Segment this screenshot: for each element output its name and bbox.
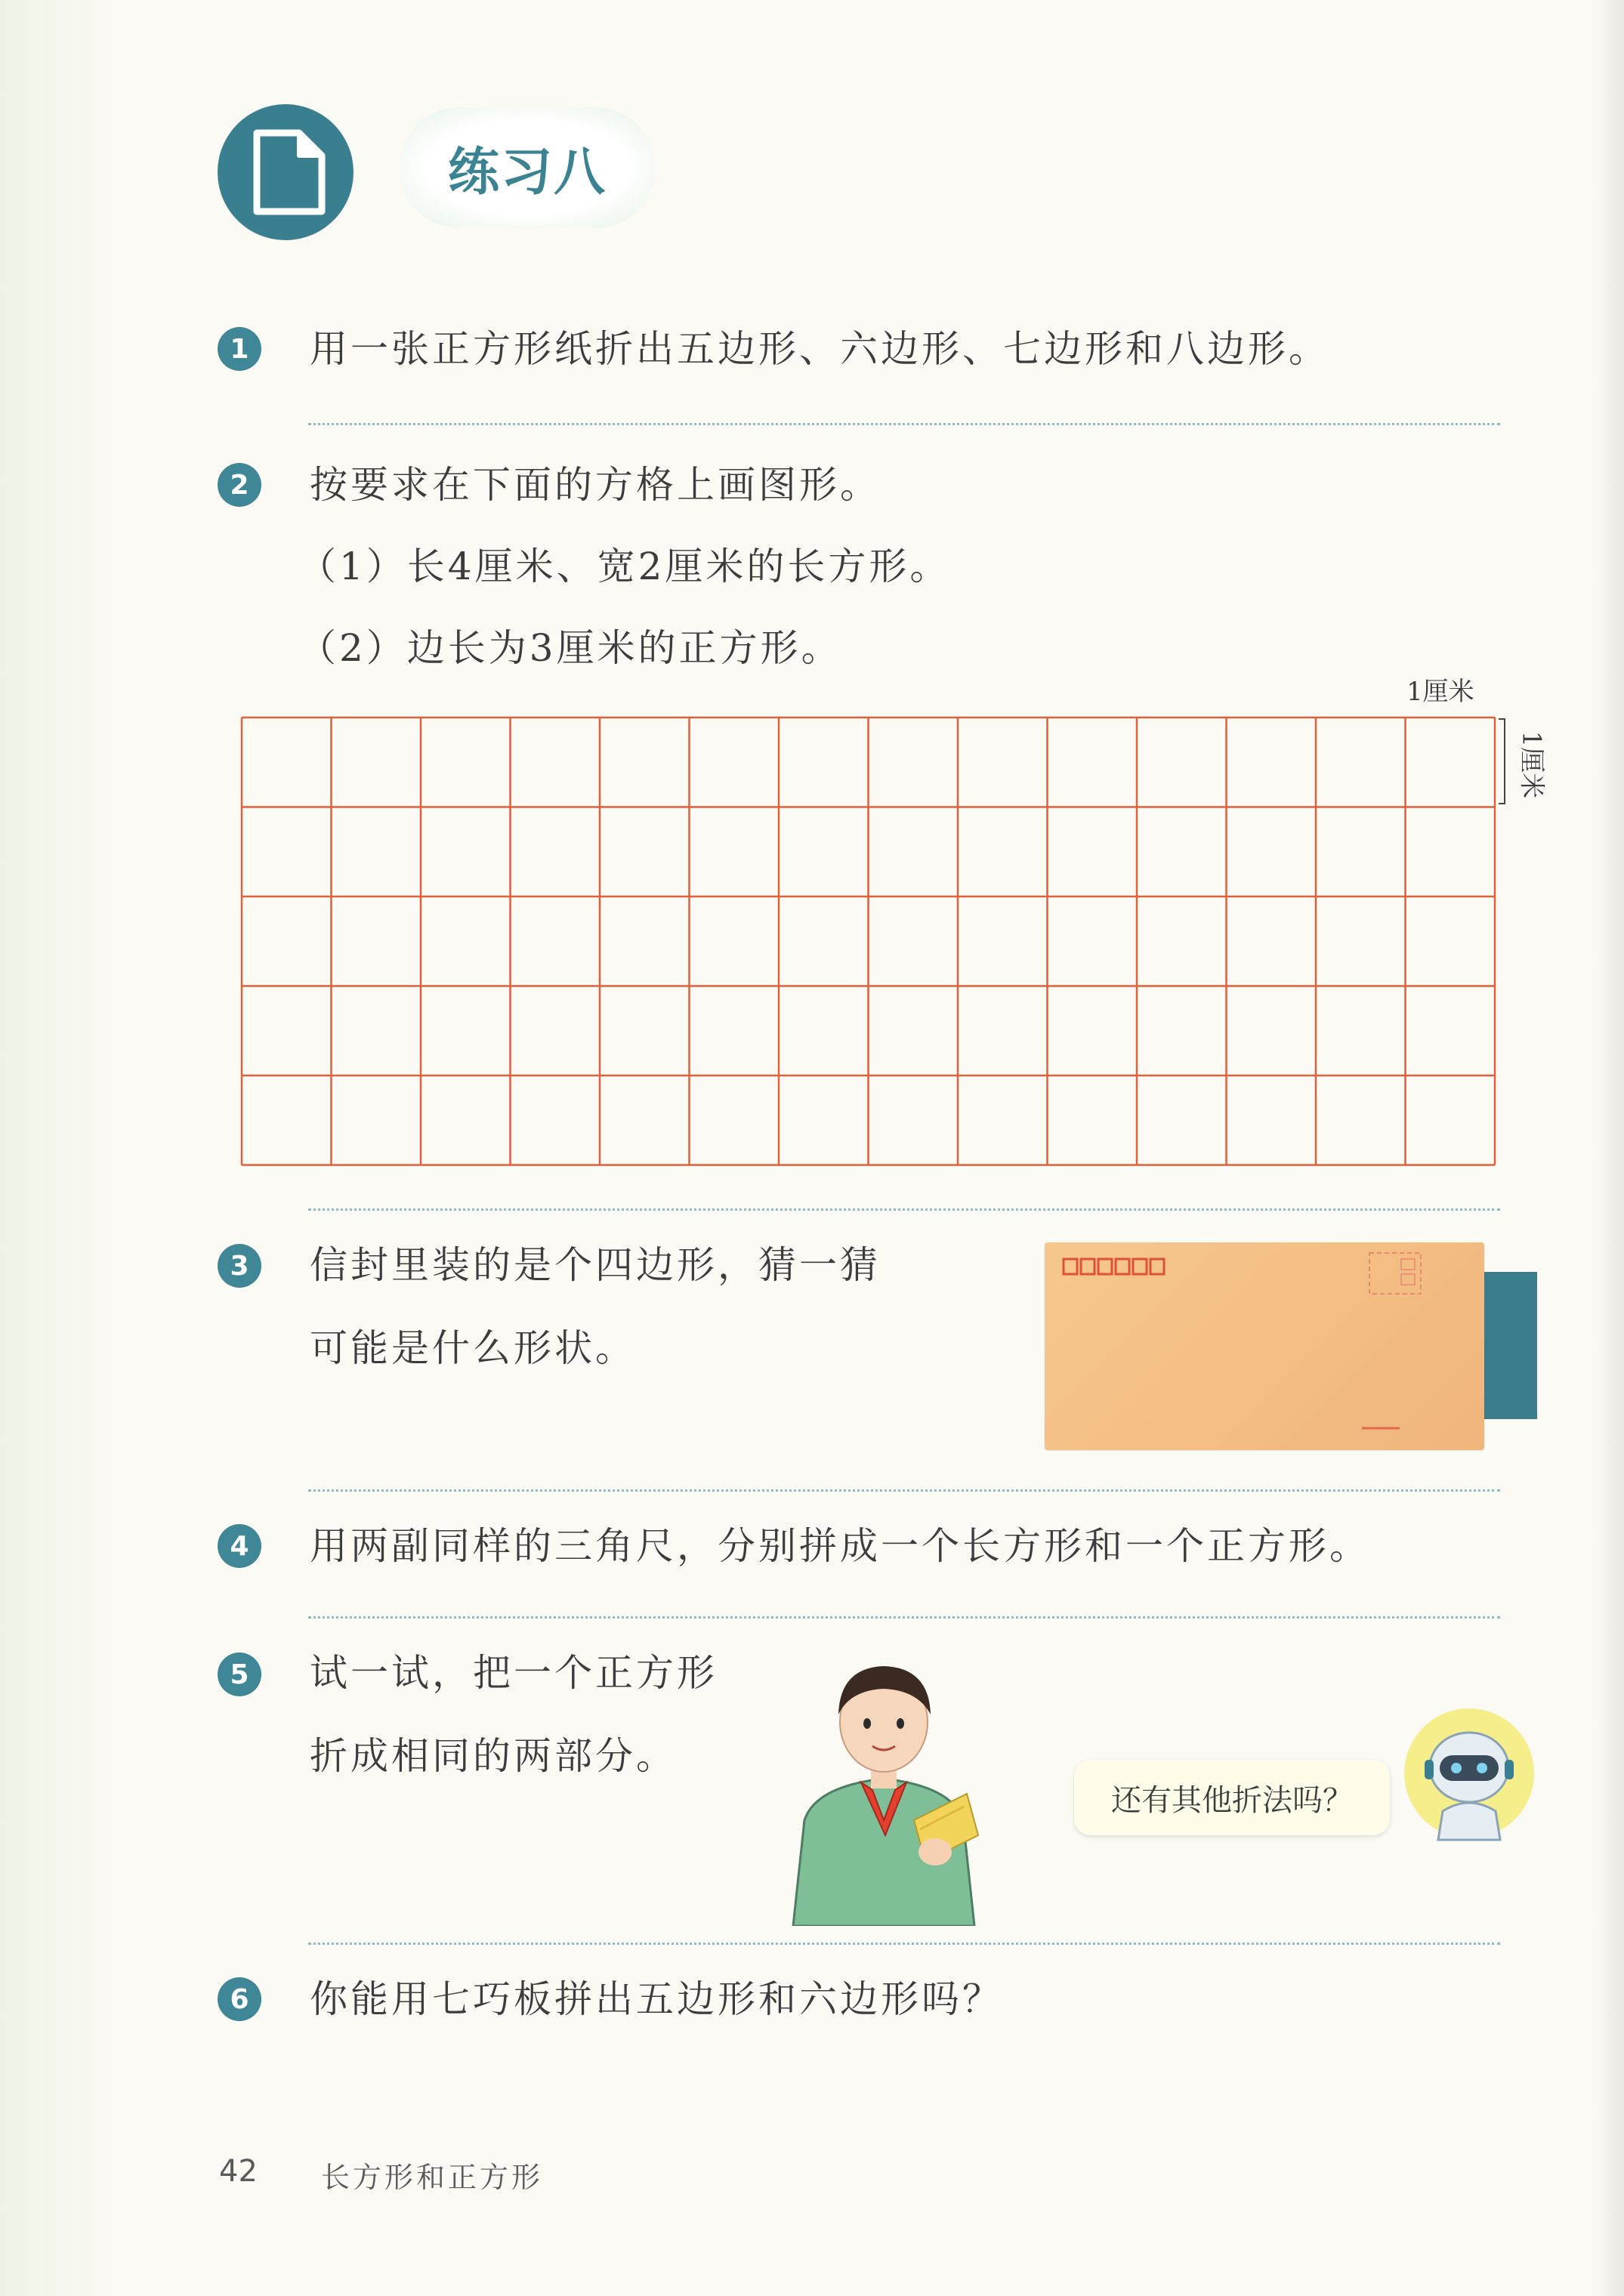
chapter-title: 长方形和正方形 [321,2161,544,2194]
page-fold-icon [218,104,354,240]
stamp-mark-1 [1401,1259,1415,1270]
exercise-6-text: 你能用七巧板拼出五边形和六边形吗？ [310,1977,1003,2021]
divider [308,1616,1500,1619]
exercise-3-line-1: 信封里装的是个四边形，猜一猜 [310,1243,881,1287]
square-grid [240,716,1539,1169]
exercise-5-line-2: 折成相同的两部分。 [310,1734,677,1778]
unit-label-vertical-text: 1厘米 [1516,730,1547,798]
unit-label-horizontal: 1厘米 [1406,677,1474,707]
speech-bubble-text: 还有其他折法吗？ [1111,1782,1353,1818]
robot-icon [1397,1705,1541,1841]
envelope-illustration [1045,1242,1484,1450]
exercise-number-2: 2 [218,463,261,507]
exercise-3-line-2: 可能是什么形状。 [310,1326,636,1370]
exercise-2-item-2: （2）边长为3厘米的正方形。 [298,626,842,670]
envelope-inner-card [1483,1272,1537,1419]
exercise-number-6: 6 [218,1977,261,2021]
boy-illustration [763,1631,1005,1926]
divider [308,423,1500,425]
stamp-mark-2 [1401,1274,1415,1285]
divider [308,1208,1500,1211]
exercise-1-text: 用一张正方形纸折出五边形、六边形、七边形和八边形。 [310,327,1329,371]
exercise-number-1: 1 [218,327,261,371]
exercise-2-item-1: （1）长4厘米、宽2厘米的长方形。 [298,545,951,588]
unit-label-vertical [1500,727,1568,802]
exercise-5-line-1: 试一试，把一个正方形 [310,1651,718,1695]
page-edge-left [0,0,113,2296]
page-edge-right [1594,0,1624,2296]
exercise-number-4: 4 [218,1524,261,1568]
divider [308,1489,1500,1492]
exercise-number-5: 5 [218,1653,261,1696]
divider [308,1943,1500,1945]
page-title: 练习八 [447,141,607,202]
envelope-markings [1045,1242,1484,1450]
exercise-4-text: 用两副同样的三角尺，分别拼成一个长方形和一个正方形。 [310,1524,1370,1568]
exercise-2-text: 按要求在下面的方格上画图形。 [310,463,881,507]
document-icon [218,104,354,240]
postal-code-boxes [1064,1259,1164,1274]
grid-lines [242,718,1495,1165]
page-number: 42 [219,2154,258,2189]
exercise-number-3: 3 [218,1244,261,1288]
